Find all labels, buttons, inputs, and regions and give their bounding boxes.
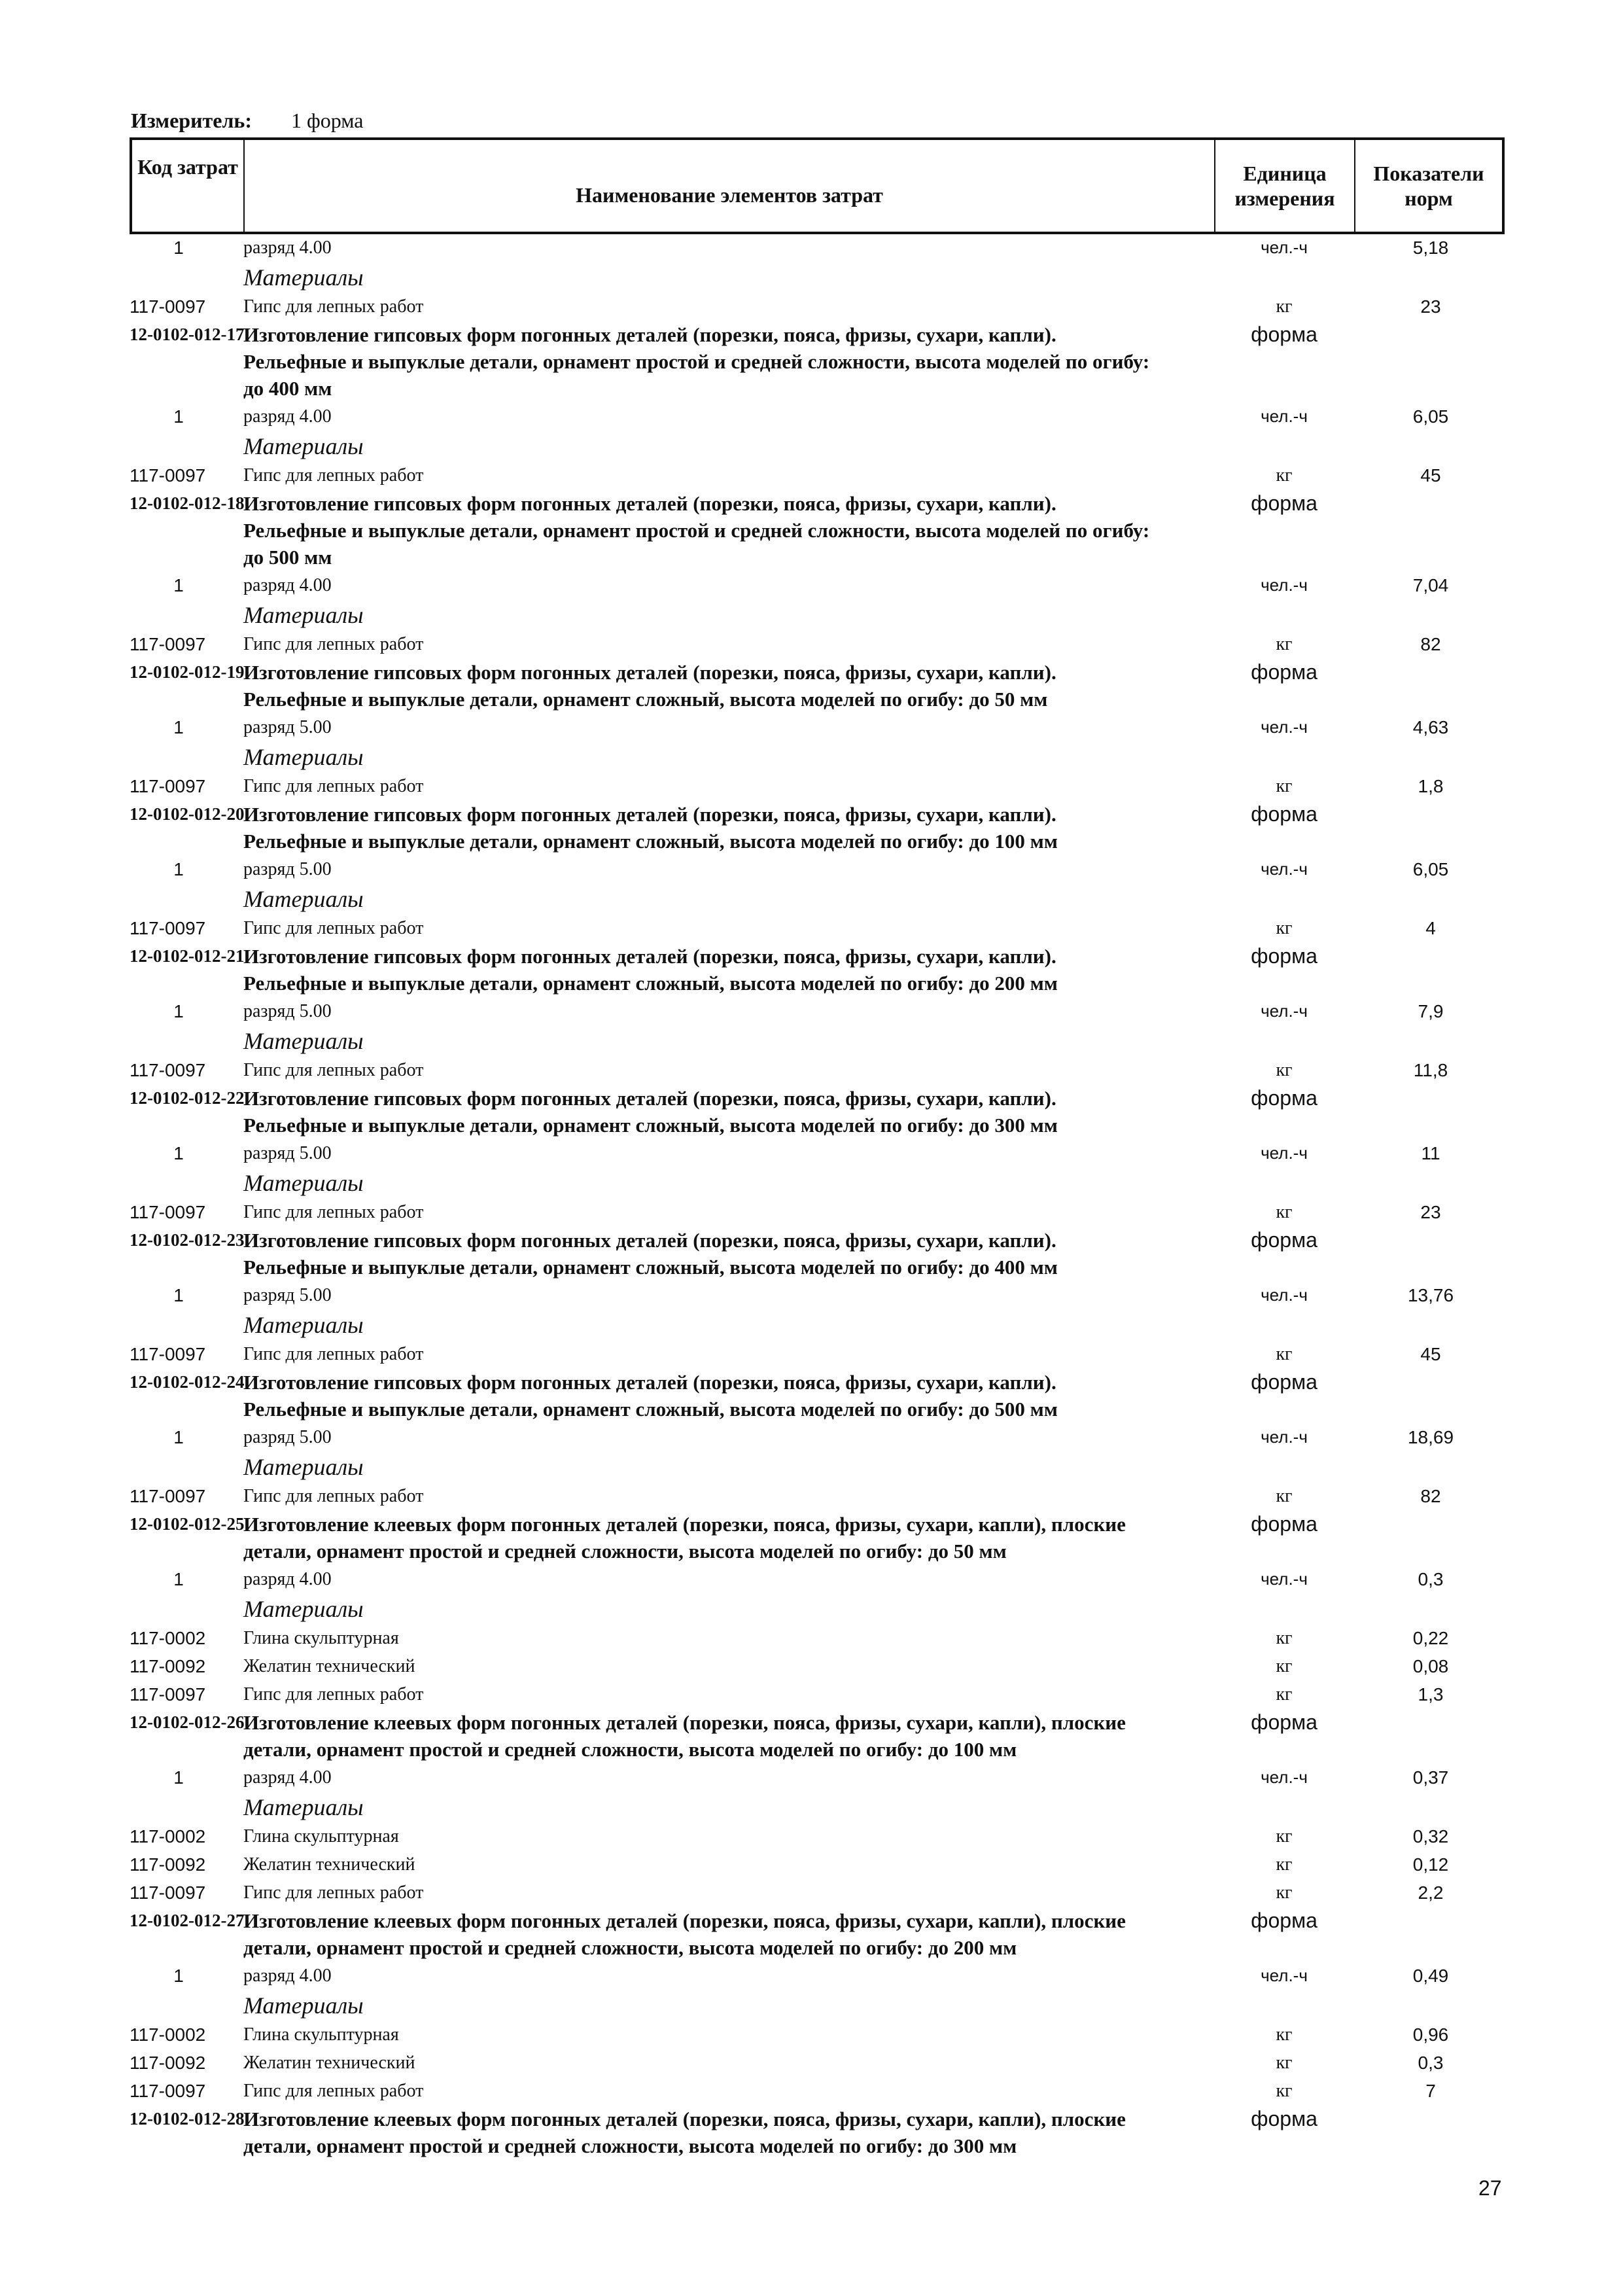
row-unit: кг (1276, 1684, 1293, 1704)
row-code: 117-0097 (130, 634, 206, 654)
row-value: 4,63 (1412, 717, 1449, 737)
row-name: Материалы (243, 1170, 364, 1196)
row-unit: чел.-ч (1261, 1143, 1308, 1163)
labor-row (130, 1566, 1505, 1594)
labor-row (130, 403, 1505, 431)
header-unit (1215, 140, 1355, 232)
material-row (130, 2021, 1505, 2049)
row-code: 1 (173, 1427, 184, 1447)
materials-label-row (130, 1792, 1505, 1823)
row-value: 6,05 (1412, 859, 1449, 879)
row-code: 117-0097 (130, 1344, 206, 1364)
material-row (130, 293, 1505, 321)
materials-label-row (130, 1310, 1505, 1341)
row-name: разряд 4.00 (243, 1569, 332, 1589)
row-name: Материалы (243, 1028, 364, 1054)
norms-table-body (130, 234, 1505, 2161)
row-value: 1,3 (1418, 1684, 1444, 1704)
material-row (130, 2049, 1505, 2077)
row-value: 82 (1420, 1486, 1441, 1506)
labor-row (130, 856, 1505, 884)
row-code: 117-0092 (130, 1656, 206, 1676)
material-row (130, 462, 1505, 490)
row-unit: чел.-ч (1261, 1427, 1308, 1447)
row-name: Материалы (243, 886, 364, 912)
row-code: 12-0102-012-23 (130, 1230, 245, 1250)
row-name: Гипс для лепных работ (243, 776, 424, 796)
material-row (130, 1823, 1505, 1851)
row-name: Изготовление гипсовых форм погонных деталей (порезки, пояса, фризы, сухари, капли). Рельефные и выпуклые детали, орнамент сложный, высота моделей по огибу: до 100 мм (243, 803, 1058, 853)
row-name: Материалы (243, 264, 364, 291)
row-unit: форма (1251, 491, 1318, 515)
row-value: 0,3 (1418, 1569, 1444, 1589)
materials-label-row (130, 1594, 1505, 1625)
row-code: 1 (173, 406, 184, 427)
row-unit: кг (1276, 1826, 1293, 1846)
operation-row (130, 801, 1505, 856)
row-name: разряд 5.00 (243, 1285, 332, 1305)
row-value: 23 (1420, 1202, 1441, 1222)
row-name: Желатин технический (243, 1656, 415, 1676)
row-unit: форма (1251, 1370, 1318, 1394)
material-row (130, 631, 1505, 659)
material-row (130, 2077, 1505, 2106)
row-name: разряд 5.00 (243, 717, 332, 737)
material-row (130, 1879, 1505, 1907)
row-name: разряд 4.00 (243, 575, 332, 595)
labor-row (130, 572, 1505, 600)
row-unit: кг (1276, 1854, 1293, 1875)
row-code: 1 (173, 1569, 184, 1589)
row-code: 12-0102-012-20 (130, 804, 245, 824)
row-name: разряд 4.00 (243, 1966, 332, 1986)
row-code: 12-0102-012-18 (130, 493, 245, 513)
row-value: 18,69 (1407, 1427, 1454, 1447)
row-name: Изготовление гипсовых форм погонных деталей (порезки, пояса, фризы, сухари, капли). Рельефные и выпуклые детали, орнамент сложный, высота моделей по огибу: до 400 мм (243, 1229, 1058, 1279)
operation-row (130, 1369, 1505, 1424)
row-unit: кг (1276, 465, 1293, 486)
material-row (130, 1199, 1505, 1227)
row-code: 1 (173, 859, 184, 879)
row-code: 117-0097 (130, 776, 206, 796)
page-number: 27 (1478, 2176, 1502, 2200)
row-name: Гипс для лепных работ (243, 465, 424, 486)
labor-row (130, 714, 1505, 742)
row-value: 0,12 (1412, 1854, 1449, 1875)
row-name: Гипс для лепных работ (243, 918, 424, 938)
row-name: Материалы (243, 433, 364, 459)
row-value: 7,04 (1412, 575, 1449, 595)
row-unit: чел.-ч (1261, 717, 1308, 737)
operation-row (130, 490, 1505, 572)
row-value: 2,2 (1418, 1882, 1444, 1903)
materials-label-row (130, 1452, 1505, 1483)
material-row (130, 1851, 1505, 1879)
row-value: 0,22 (1412, 1628, 1449, 1648)
row-code: 117-0097 (130, 296, 206, 317)
labor-row (130, 1962, 1505, 1990)
row-name: Изготовление клеевых форм погонных деталей (порезки, пояса, фризы, сухари, капли), плоские детали, орнамент простой и средней сложности, высота моделей по огибу: до 50 мм (243, 1513, 1126, 1563)
row-value: 6,05 (1412, 406, 1449, 427)
row-unit: кг (1276, 1628, 1293, 1648)
row-name: Гипс для лепных работ (243, 1060, 424, 1080)
materials-label-row (130, 431, 1505, 462)
row-code: 12-0102-012-24 (130, 1372, 245, 1392)
row-unit: форма (1251, 1086, 1318, 1110)
row-unit: чел.-ч (1261, 1767, 1308, 1787)
row-unit: форма (1251, 944, 1318, 968)
row-name: Глина скульптурная (243, 2024, 399, 2045)
row-unit: чел.-ч (1261, 859, 1308, 879)
row-name: Глина скульптурная (243, 1826, 399, 1846)
row-code: 12-0102-012-25 (130, 1514, 245, 1534)
row-name: разряд 4.00 (243, 238, 332, 258)
row-code: 117-0002 (130, 1826, 206, 1846)
row-value: 0,32 (1412, 1826, 1449, 1846)
row-name: разряд 5.00 (243, 1001, 332, 1021)
row-unit: форма (1251, 1710, 1318, 1734)
operation-row (130, 659, 1505, 714)
row-unit: кг (1276, 1060, 1293, 1080)
row-name: Материалы (243, 1312, 364, 1338)
operation-row (130, 321, 1505, 403)
row-code: 1 (173, 1143, 184, 1163)
labor-row (130, 1424, 1505, 1452)
row-value: 45 (1420, 1344, 1441, 1364)
row-unit: чел.-ч (1261, 1966, 1308, 1985)
labor-row (130, 234, 1505, 262)
row-unit: кг (1276, 776, 1293, 796)
row-code: 117-0097 (130, 1202, 206, 1222)
labor-row (130, 998, 1505, 1026)
row-value: 45 (1420, 465, 1441, 486)
row-name: Гипс для лепных работ (243, 2081, 424, 2101)
operation-row (130, 2106, 1505, 2161)
row-value: 11 (1421, 1143, 1440, 1163)
row-unit: форма (1251, 1512, 1318, 1536)
row-unit: кг (1276, 1202, 1293, 1222)
row-name: Гипс для лепных работ (243, 1202, 424, 1222)
row-unit: кг (1276, 2053, 1293, 2073)
row-value: 0,49 (1412, 1966, 1449, 1986)
row-code: 117-0097 (130, 1684, 206, 1704)
row-name: Гипс для лепных работ (243, 1684, 424, 1704)
row-value: 1,8 (1418, 776, 1444, 796)
row-value: 13,76 (1407, 1285, 1454, 1305)
row-name: Материалы (243, 602, 364, 628)
row-value: 11,8 (1413, 1060, 1448, 1080)
row-code: 1 (173, 1767, 184, 1788)
labor-row (130, 1764, 1505, 1792)
material-row (130, 915, 1505, 943)
row-unit: форма (1251, 1909, 1318, 1932)
row-code: 117-0092 (130, 2053, 206, 2073)
row-name: Желатин технический (243, 2053, 415, 2073)
operation-row (130, 1511, 1505, 1566)
row-unit: форма (1251, 660, 1318, 684)
row-name: Гипс для лепных работ (243, 634, 424, 654)
material-row (130, 1681, 1505, 1709)
row-unit: кг (1276, 634, 1293, 654)
row-code: 1 (173, 1285, 184, 1305)
material-row (130, 1341, 1505, 1369)
row-name: Изготовление гипсовых форм погонных деталей (порезки, пояса, фризы, сухари, капли). Рельефные и выпуклые детали, орнамент сложный, высота моделей по огибу: до 500 мм (243, 1371, 1058, 1421)
row-name: разряд 5.00 (243, 1427, 332, 1447)
row-unit: чел.-ч (1261, 406, 1308, 426)
material-row (130, 1483, 1505, 1511)
row-code: 117-0097 (130, 2081, 206, 2101)
row-value: 5,18 (1412, 238, 1449, 258)
material-row (130, 1057, 1505, 1085)
row-value: 7 (1425, 2081, 1436, 2101)
row-name: Изготовление гипсовых форм погонных деталей (порезки, пояса, фризы, сухари, капли). Рельефные и выпуклые детали, орнамент сложный, высота моделей по огибу: до 300 мм (243, 1087, 1058, 1137)
materials-label-row (130, 600, 1505, 631)
row-unit: кг (1276, 1882, 1293, 1903)
materials-label-row (130, 742, 1505, 773)
row-name: Изготовление клеевых форм погонных деталей (порезки, пояса, фризы, сухари, капли), плоские детали, орнамент простой и средней сложности, высота моделей по огибу: до 200 мм (243, 1909, 1126, 1959)
row-code: 1 (173, 238, 184, 258)
row-unit: чел.-ч (1261, 1001, 1308, 1021)
material-row (130, 1653, 1505, 1681)
table-header (130, 137, 1505, 234)
row-unit: форма (1251, 323, 1318, 346)
materials-label-row (130, 1168, 1505, 1199)
row-code: 1 (173, 1966, 184, 1986)
labor-row (130, 1282, 1505, 1310)
row-unit: чел.-ч (1261, 1285, 1308, 1305)
row-name: Изготовление клеевых форм погонных деталей (порезки, пояса, фризы, сухари, капли), плоские детали, орнамент простой и средней сложности, высота моделей по огибу: до 300 мм (243, 2108, 1126, 2157)
row-code: 12-0102-012-26 (130, 1712, 245, 1732)
header-name: Наименование элементов затрат (245, 140, 1215, 232)
row-value: 0,3 (1418, 2053, 1444, 2073)
row-name: разряд 4.00 (243, 406, 332, 427)
row-value: 23 (1420, 296, 1441, 317)
row-name: разряд 4.00 (243, 1767, 332, 1788)
row-code: 117-0097 (130, 1882, 206, 1903)
row-unit: чел.-ч (1261, 575, 1308, 595)
row-code: 117-0097 (130, 465, 206, 486)
labor-row (130, 1140, 1505, 1168)
meter-value: 1 форма (290, 109, 364, 132)
row-value: 0,37 (1412, 1767, 1449, 1788)
row-code: 12-0102-012-19 (130, 662, 245, 682)
operation-row (130, 1085, 1505, 1140)
row-code: 12-0102-012-22 (130, 1088, 245, 1108)
row-value: 7,9 (1418, 1001, 1444, 1021)
operation-row (130, 1709, 1505, 1764)
operation-row (130, 943, 1505, 998)
row-unit: чел.-ч (1261, 238, 1308, 257)
row-value: 0,96 (1412, 2024, 1449, 2045)
row-code: 1 (173, 717, 184, 737)
row-unit: кг (1276, 918, 1293, 938)
row-code: 117-0097 (130, 1060, 206, 1080)
row-name: Изготовление гипсовых форм погонных деталей (порезки, пояса, фризы, сухари, капли). Рельефные и выпуклые детали, орнамент сложный, высота моделей по огибу: до 50 мм (243, 661, 1056, 711)
row-unit: форма (1251, 1228, 1318, 1252)
material-row (130, 773, 1505, 801)
row-code: 117-0097 (130, 1486, 206, 1506)
row-code: 12-0102-012-21 (130, 946, 245, 966)
row-name: разряд 5.00 (243, 859, 332, 879)
row-code: 1 (173, 1001, 184, 1021)
row-name: Гипс для лепных работ (243, 1882, 424, 1903)
row-name: Желатин технический (243, 1854, 415, 1875)
row-name: Изготовление клеевых форм погонных деталей (порезки, пояса, фризы, сухари, капли), плоские детали, орнамент простой и средней сложности, высота моделей по огибу: до 100 мм (243, 1711, 1126, 1761)
meter-line (131, 109, 363, 133)
row-unit: форма (1251, 2107, 1318, 2130)
row-code: 117-0097 (130, 918, 206, 938)
row-unit: кг (1276, 2024, 1293, 2045)
operation-row (130, 1907, 1505, 1962)
header-norm (1355, 140, 1502, 232)
row-name: Глина скульптурная (243, 1628, 399, 1648)
row-name: Материалы (243, 1794, 364, 1820)
header-norm-text: Показатели норм (1373, 162, 1484, 210)
row-value: 82 (1420, 634, 1441, 654)
materials-label-row (130, 262, 1505, 293)
row-unit: кг (1276, 1486, 1293, 1506)
row-code: 117-0002 (130, 2024, 206, 2045)
material-row (130, 1625, 1505, 1653)
row-unit: чел.-ч (1261, 1569, 1308, 1589)
row-code: 12-0102-012-27 (130, 1911, 245, 1930)
row-value: 4 (1425, 918, 1436, 938)
row-code: 12-0102-012-28 (130, 2109, 245, 2128)
row-code: 117-0092 (130, 1854, 206, 1875)
meter-label: Измеритель: (131, 109, 252, 132)
row-name: разряд 5.00 (243, 1143, 332, 1163)
row-name: Гипс для лепных работ (243, 296, 424, 317)
row-name: Материалы (243, 744, 364, 770)
row-unit: кг (1276, 2081, 1293, 2101)
row-unit: кг (1276, 1656, 1293, 1676)
row-code: 12-0102-012-17 (130, 325, 245, 344)
operation-row (130, 1227, 1505, 1282)
row-code: 1 (173, 575, 184, 595)
row-code: 117-0002 (130, 1628, 206, 1648)
row-name: Материалы (243, 1596, 364, 1622)
materials-label-row (130, 1026, 1505, 1057)
row-value: 0,08 (1412, 1656, 1449, 1676)
row-name: Материалы (243, 1454, 364, 1480)
materials-label-row (130, 1990, 1505, 2021)
row-name: Гипс для лепных работ (243, 1344, 424, 1364)
header-unit-text: Единица измерения (1234, 162, 1335, 210)
header-code: Код затрат (132, 140, 245, 232)
row-name: Изготовление гипсовых форм погонных деталей (порезки, пояса, фризы, сухари, капли). Рельефные и выпуклые детали, орнамент сложный, высота моделей по огибу: до 200 мм (243, 945, 1058, 995)
row-name: Изготовление гипсовых форм погонных деталей (порезки, пояса, фризы, сухари, капли). Рельефные и выпуклые детали, орнамент простой и средней сложности, высота моделей по огибу: до 400 мм (243, 323, 1150, 400)
row-unit: кг (1276, 296, 1293, 317)
row-name: Гипс для лепных работ (243, 1486, 424, 1506)
row-name: Материалы (243, 1992, 364, 2019)
row-unit: кг (1276, 1344, 1293, 1364)
materials-label-row (130, 884, 1505, 915)
row-name: Изготовление гипсовых форм погонных деталей (порезки, пояса, фризы, сухари, капли). Рельефные и выпуклые детали, орнамент простой и средней сложности, высота моделей по огибу: до 500 мм (243, 492, 1150, 569)
row-unit: форма (1251, 802, 1318, 826)
